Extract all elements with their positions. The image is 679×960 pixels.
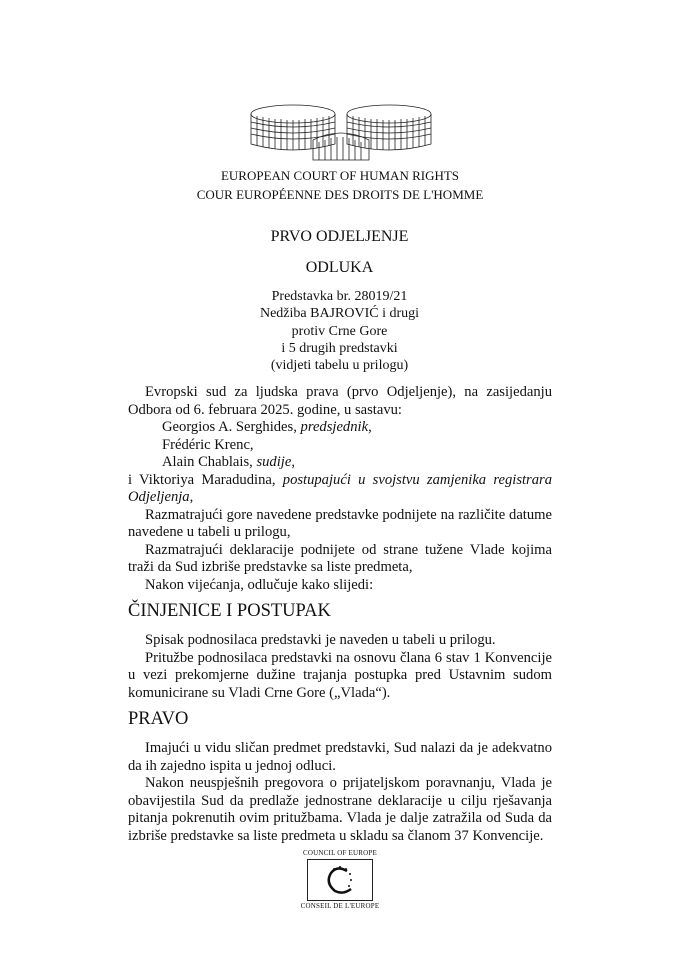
facts-paragraph-2: Pritužbe podnosilaca predstavki na osnovu člana 6 stav 1 Konvencije u vezi prekomjerne dužine trajanja postupka pred Ustavnim sudom komunicirane su Vladi Crne Gore („Vlada“).: [128, 649, 552, 701]
judge-1: Georgios A. Serghides, predsjednik,: [162, 419, 372, 435]
facts-heading: ČINJENICE I POSTUPAK: [128, 601, 331, 621]
law-heading: PRAVO: [128, 709, 189, 729]
other-applications: i 5 drugih predstavki: [281, 340, 398, 356]
intro-paragraph: Evropski sud za ljudska prava (prvo Odjeljenje), na zasijedanju Odbora od 6. februara 2025. godine, u sastavu:: [128, 384, 552, 418]
facts-section: [128, 600, 552, 702]
judge-2: [128, 437, 552, 455]
intro-section: [128, 384, 552, 594]
applicant-name: Nedžiba BAJROVIĆ i drugi: [259, 306, 420, 322]
law-paragraph-1: Imajući u vidu sličan predmet predstavki, Sud nalazi da je adekvatno da ih zajedno ispita u jednoj odluci.: [128, 740, 552, 774]
considering-paragraph-2: Razmatrajući deklaracije podnijete od strane tužene Vlade kojima traži da Sud izbriše predstavke sa liste predmeta,: [128, 541, 552, 575]
application-number: Predstavka br. 28019/21: [271, 289, 408, 304]
document-type: ODLUKA: [305, 259, 374, 276]
judge-3: Alain Chablais, sudije,: [162, 454, 295, 470]
coe-logo-top-text: COUNCIL OF EUROPE: [303, 849, 377, 857]
court-name-en: EUROPEAN COURT OF HUMAN RIGHTS: [220, 168, 460, 183]
judge-role: predsjednik: [300, 419, 369, 435]
court-name-fr: COUR EUROPÉENNE DES DROITS DE L'HOMME: [196, 187, 484, 202]
facts-paragraph-1: Spisak podnosilaca predstavki je naveden u tabeli u prilogu.: [145, 632, 496, 648]
judge-role: sudije: [256, 454, 292, 470]
document-body: [128, 384, 552, 911]
section-title: PRVO ODJELJENJE: [270, 228, 409, 245]
law-section: [128, 708, 552, 845]
echr-building-logo: [243, 100, 439, 166]
council-of-europe-logo: [307, 859, 373, 901]
council-of-europe-logo-block: [300, 849, 380, 911]
judge-name: Frédéric Krenc,: [162, 436, 254, 453]
law-paragraph-2: Nakon neuspješnih pregovora o prijateljskom poravnanju, Vlada je obavijestila Sud da predlaže jednostrane deklaracije u cilju rješavanja pitanja pokrenutih ovim pritužbama. Vlada je dalje zatražila od Suda da izbriše predstavke sa liste predmeta u skladu sa članom 37 Konvencije.: [128, 775, 552, 844]
judge-name: Georgios A. Serghides,: [162, 419, 301, 435]
considering-paragraph-1: Razmatrajući gore navedene predstavke podnijete na različite datume navedene u tabeli u prilogu,: [128, 506, 552, 540]
case-block: [0, 288, 679, 374]
coe-logo-bottom-text: CONSEIL DE L'EUROPE: [300, 902, 380, 910]
annex-reference: (vidjeti tabelu u prilogu): [270, 358, 409, 374]
respondent-state: protiv Crne Gore: [291, 323, 388, 339]
deliberation-paragraph: Nakon vijećanja, odlučuje kako slijedi:: [145, 576, 374, 593]
registrar: i Viktoriya Maradudina, postupajući u svojstvu zamjenika registrara Odjeljenja,: [128, 471, 553, 505]
registrar-name: i Viktoriya Maradudina,: [128, 471, 283, 488]
judge-name: Alain Chablais,: [162, 454, 257, 470]
registrar-role: postupajući u svojstvu zamjenika registrara Odjeljenja: [128, 471, 553, 505]
